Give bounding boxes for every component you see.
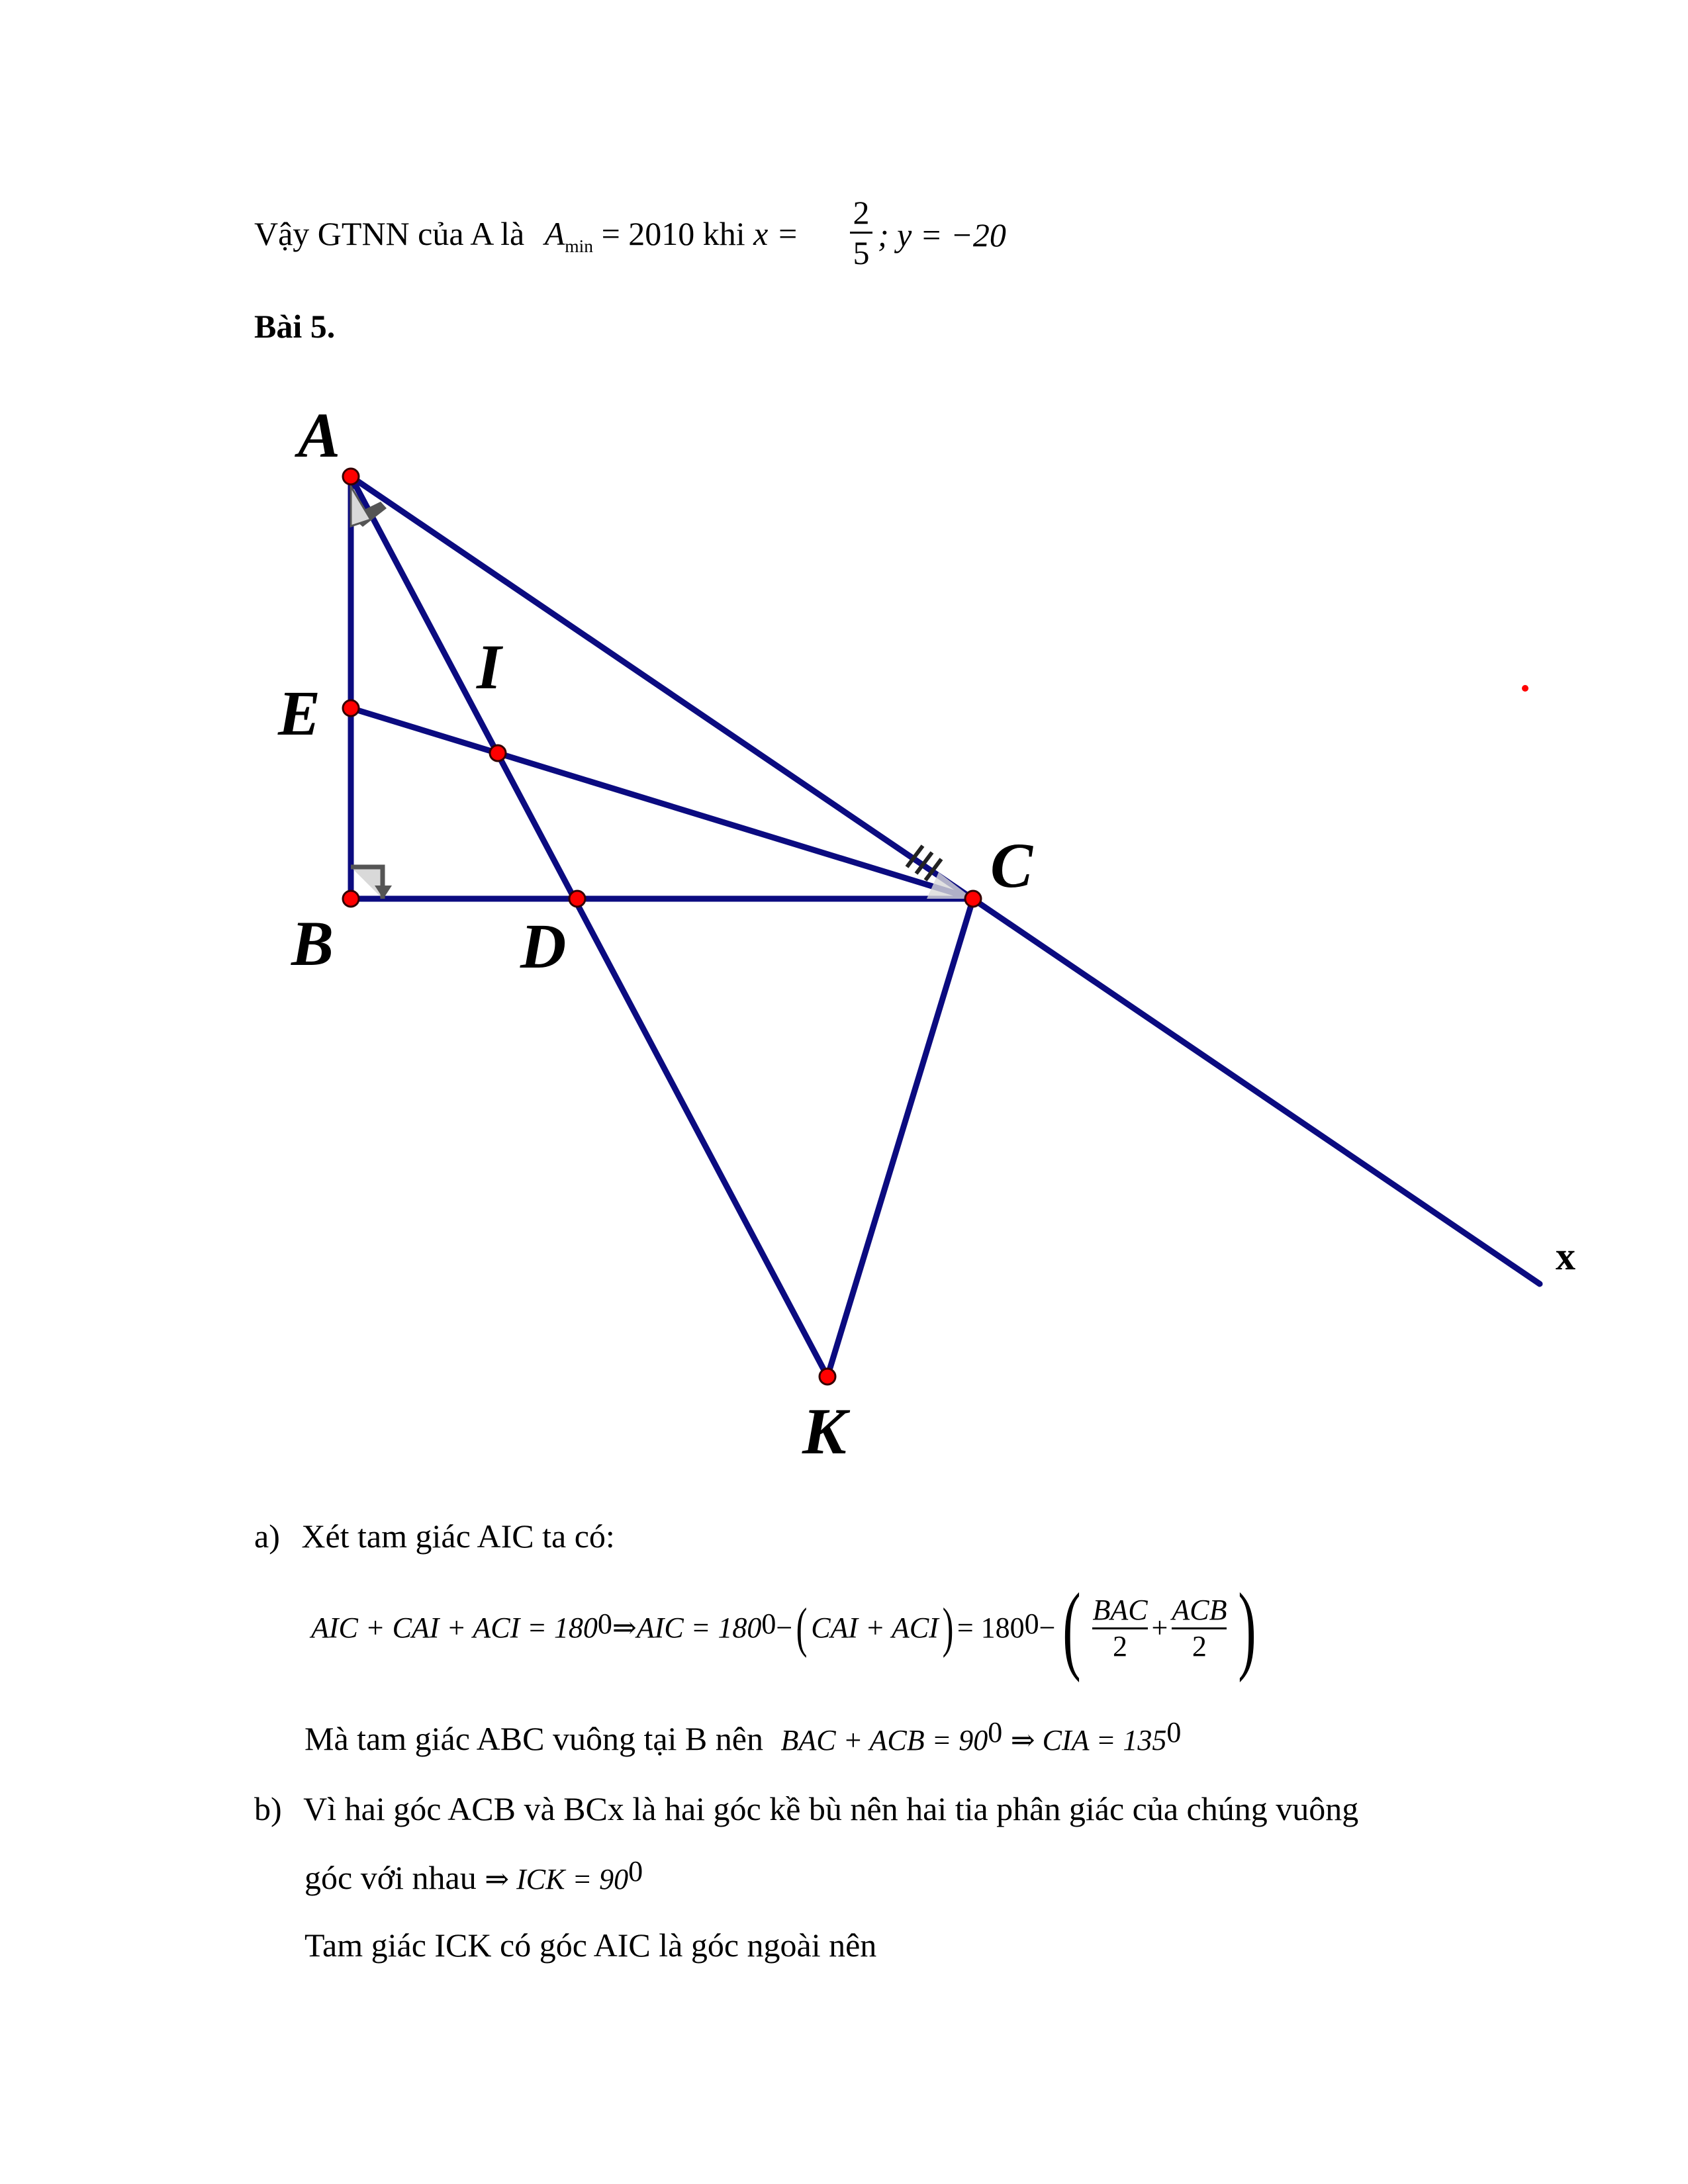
- part-a-line2-text: Mà tam giác ABC vuông tại B nên: [305, 1720, 763, 1757]
- frac1-den: 2: [1112, 1629, 1127, 1662]
- deg-6: 0: [628, 1855, 643, 1888]
- label-k: K: [802, 1394, 847, 1468]
- part-a-line2: [305, 1716, 1182, 1757]
- minus-2: −: [1039, 1612, 1056, 1644]
- eq-part-1: AIC + CAI + ACI = 180: [311, 1612, 598, 1644]
- eq-inner: CAI + ACI: [811, 1612, 939, 1644]
- label-d: D: [520, 911, 567, 981]
- line-ck: [827, 899, 973, 1377]
- conclusion-prefix: Vậy GTNN của A là: [254, 215, 525, 252]
- deg-5: 0: [1166, 1716, 1182, 1749]
- paren-open-2: (: [1062, 1573, 1082, 1683]
- line-ak: [351, 477, 827, 1377]
- khi-word: khi: [702, 215, 745, 252]
- part-a-line2-eq: BAC + ACB = 90: [780, 1724, 988, 1756]
- frac2-num: ACB: [1172, 1593, 1227, 1626]
- eq-part-2: AIC = 180: [636, 1612, 762, 1644]
- minus-1: −: [776, 1612, 793, 1644]
- implies-3: ⇒: [485, 1863, 517, 1895]
- label-e: E: [278, 678, 321, 749]
- paren-open-1: (: [796, 1597, 808, 1659]
- part-b-line2: [305, 1855, 643, 1896]
- label-x: x: [1556, 1234, 1575, 1278]
- part-a-intro: [254, 1520, 615, 1553]
- point-c: [965, 891, 981, 907]
- label-i: I: [477, 631, 502, 702]
- angle-sum-equation: [311, 1573, 1264, 1683]
- a-min-value: = 2010: [601, 215, 695, 252]
- y-value: ; y = −20: [878, 216, 1006, 253]
- part-b-line3: Tam giác ICK có góc AIC là góc ngoài nên: [305, 1927, 877, 1964]
- point-i: [490, 745, 506, 761]
- point-d: [569, 891, 585, 907]
- deg-4: 0: [988, 1716, 1003, 1749]
- part-b-marker: b): [254, 1790, 282, 1827]
- part-a-marker: a): [254, 1518, 280, 1555]
- paren-close-2: ): [1238, 1573, 1257, 1683]
- eq-part-3: = 180: [957, 1612, 1025, 1644]
- stray-dot: [1522, 685, 1528, 692]
- a-min-symbol: A: [544, 215, 565, 252]
- part-a-line2-res: CIA = 135: [1042, 1724, 1167, 1756]
- label-a: A: [298, 400, 341, 471]
- part-a-text: Xét tam giác AIC ta có:: [301, 1518, 615, 1555]
- frac1-num: BAC: [1092, 1593, 1148, 1626]
- point-b: [343, 891, 359, 907]
- line-ec: [351, 708, 973, 899]
- x-equals: x =: [753, 215, 799, 252]
- label-c: C: [990, 830, 1033, 901]
- implies-2: ⇒: [1010, 1724, 1043, 1756]
- x-numerator: 2: [853, 194, 870, 231]
- point-a: [343, 469, 359, 484]
- part-b-line1-text: Vì hai góc ACB và BCx là hai góc kề bù nên hai tia phân giác của chúng vuông: [303, 1790, 1359, 1827]
- point-e: [343, 700, 359, 716]
- deg-2: 0: [761, 1608, 776, 1640]
- part-b-line2-eq: ICK = 90: [516, 1863, 629, 1895]
- plus-sign: +: [1151, 1612, 1168, 1644]
- deg-3: 0: [1024, 1608, 1039, 1640]
- implies-1: ⇒: [612, 1612, 637, 1644]
- point-k: [820, 1369, 835, 1385]
- part-b-line1: [254, 1792, 1358, 1825]
- exercise-heading: Bài 5.: [254, 308, 336, 345]
- x-denominator: 5: [853, 234, 870, 271]
- a-min-subscript: min: [565, 236, 594, 256]
- deg-1: 0: [597, 1608, 612, 1640]
- frac2-den: 2: [1192, 1629, 1207, 1662]
- paren-close-1: ): [942, 1597, 954, 1659]
- label-b: B: [291, 908, 334, 979]
- part-b-line2-text: góc với nhau: [305, 1859, 477, 1896]
